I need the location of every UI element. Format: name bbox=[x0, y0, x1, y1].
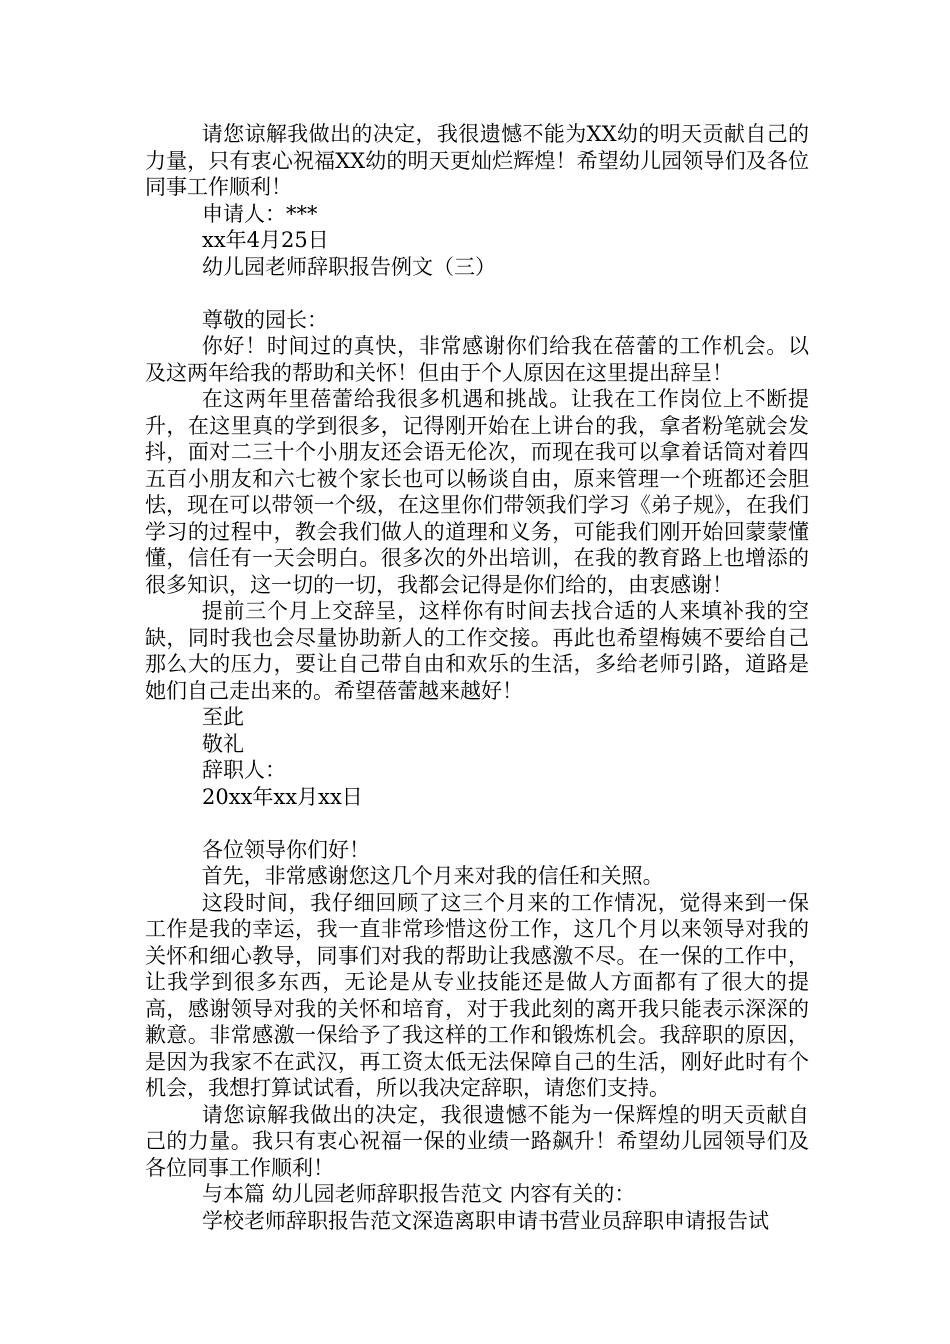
paragraph: 你好！时间过的真快，非常感谢你们给我在蓓蕾的工作机会。以及这两年给我的帮助和关怀！但由于个人原因在这里提出辞呈！ bbox=[145, 334, 809, 385]
section-title: 幼儿园老师辞职报告例文（三） bbox=[202, 254, 496, 279]
closing-line: 至此 bbox=[202, 705, 244, 729]
paragraph: 请您谅解我做出的决定，我很遗憾不能为XX幼的明天贡献自己的力量，只有衷心祝福XX幼的明天更灿烂辉煌！希望幼儿园领导们及各位同事工作顺利！ bbox=[145, 122, 809, 199]
applicant-line: 申请人：*** bbox=[202, 201, 318, 226]
date-line: xx年4月25日 bbox=[202, 228, 329, 252]
blank-line bbox=[145, 810, 809, 837]
related-heading: 与本篇 幼儿园老师辞职报告范文 内容有关的： bbox=[202, 1182, 636, 1206]
paragraph: 在这两年里蓓蕾给我很多机遇和挑战。让我在工作岗位上不断提升，在这里真的学到很多，记得刚开始在上讲台的我，拿者粉笔就会发抖，面对二三十个小朋友还会语无伦次，而现在我可以拿着话筒对着四五百小朋友和六七被个家长也可以畅谈自由，原来管理一个班都还会胆怯，现在可以带领一个级，在这里你们带领我们学习《弟子规》，在我们学习的过程中，教会我们做人的道理和义务，可能我们刚开始回蒙蒙懂懂，信任有一天会明白。很多次的外出培训，在我的教育路上也增添的很多知识，这一切的一切，我都会记得是你们给的，由衷感谢！ bbox=[145, 387, 809, 597]
blank-line bbox=[145, 280, 809, 307]
signature-label: 辞职人： bbox=[202, 758, 286, 782]
paragraph: 请您谅解我做出的决定，我很遗憾不能为一保辉煌的明天贡献自己的力量。我只有衷心祝福一保的业绩一路飙升！希望幼儿园领导们及各位同事工作顺利！ bbox=[145, 1102, 809, 1180]
date-line: 20xx年xx月xx日 bbox=[202, 784, 363, 809]
paragraph: 首先，非常感谢您这几个月来对我的信任和关照。 bbox=[201, 864, 664, 888]
salutation: 尊敬的园长： bbox=[202, 307, 328, 332]
related-links-line: 学校老师辞职报告范文深造离职申请书营业员辞职申请报告试 bbox=[202, 1208, 769, 1233]
paragraph: 提前三个月上交辞呈，这样你有时间去找合适的人来填补我的空缺，同时我也会尽量协助新人的工作交接。再此也希望梅姨不要给自己那么大的压力，要让自己带自由和欢乐的生活，多给老师引路，道路是她们自己走出来的。希望蓓蕾越来越好！ bbox=[145, 599, 809, 703]
salutation: 各位领导你们好！ bbox=[202, 837, 370, 862]
paragraph: 这段时间，我仔细回顾了这三个月来的工作情况，觉得来到一保工作是我的幸运，我一直非常珍惜这份工作，这几个月以来领导对我的关怀和细心教导，同事们对我的帮助让我感激不尽。在一保的工作中，让我学到很多东西，无论是从专业技能还是做人方面都有了很大的提高，感谢领导对我的关怀和培育，对于我此刻的离开我只能表示深深的歉意。非常感激一保给予了我这样的工作和锻炼机会。我辞职的原因，是因为我家不在武汉，再工资太低无法保障自己的生活，刚好此时有个机会，我想打算试试看，所以我决定辞职，请您们支持。 bbox=[145, 890, 809, 1100]
document-body bbox=[145, 121, 809, 1234]
closing-line: 敬礼 bbox=[202, 731, 244, 756]
